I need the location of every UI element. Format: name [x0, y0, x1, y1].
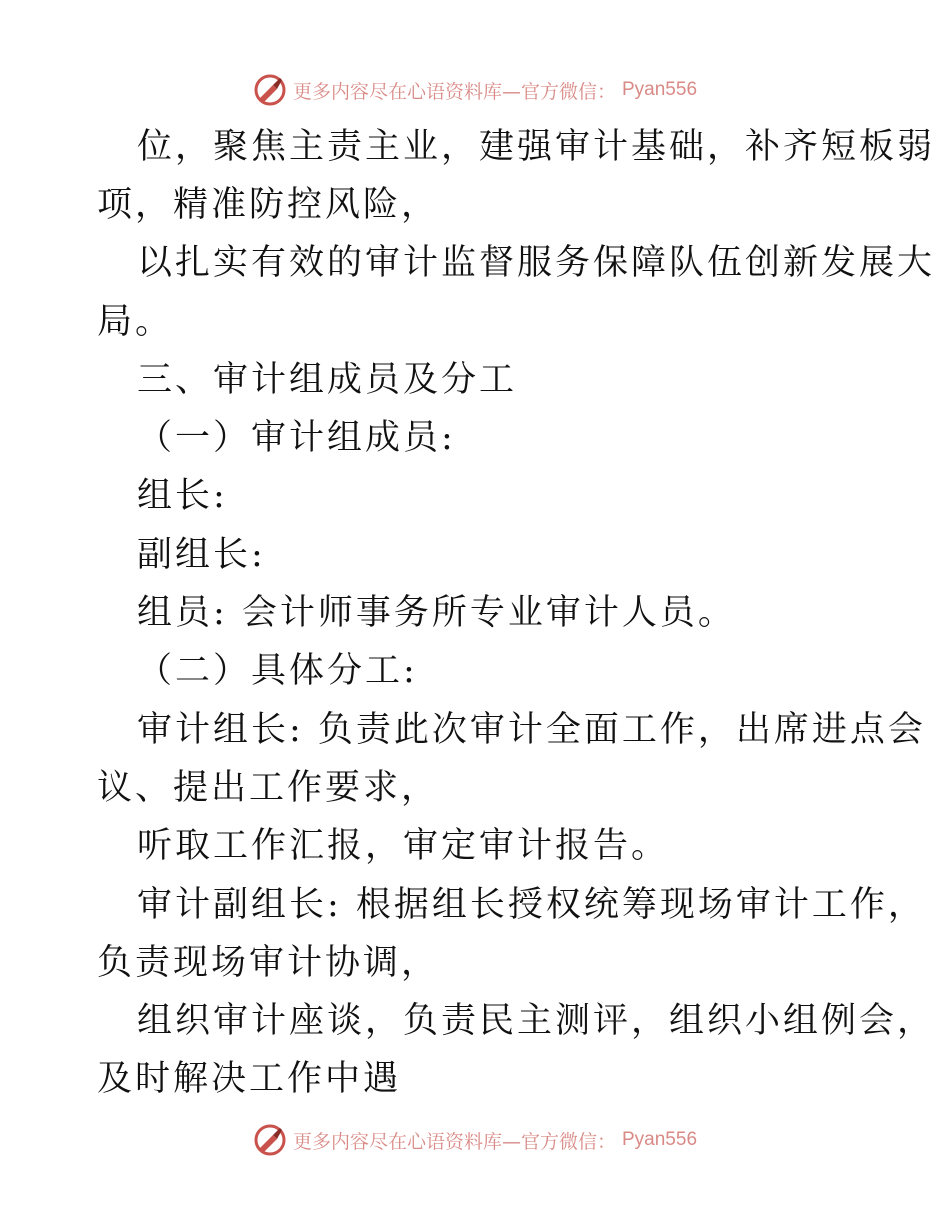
header-watermark — [0, 70, 950, 110]
body-line: 及时解决工作中遇 — [97, 1059, 402, 1099]
watermark-id: Pyan556 — [622, 79, 698, 100]
watermark-id: Pyan556 — [622, 1129, 698, 1150]
body-line: 议、提出工作要求， — [97, 768, 440, 808]
watermark-text: 更多内容尽在心语资料库—官方微信： — [292, 80, 616, 103]
subsection-heading: （二）具体分工: — [137, 651, 418, 691]
pen-nib-circle-icon — [253, 73, 287, 107]
body-line: 组员: 会计师事务所专业审计人员。 — [137, 593, 736, 633]
body-line: 位，聚焦主责主业，建强审计基础，补齐短板弱 — [137, 127, 936, 167]
body-line: 负责现场审计协调， — [97, 943, 440, 983]
footer-watermark — [0, 1120, 950, 1160]
pen-nib-circle-icon — [253, 1123, 287, 1157]
body-line: 以扎实有效的审计监督服务保障队伍创新发展大 — [137, 243, 936, 283]
body-line: 审计组长: 负责此次审计全面工作，出席进点会 — [137, 710, 926, 750]
watermark-text: 更多内容尽在心语资料库—官方微信： — [292, 1130, 616, 1153]
body-line: 局。 — [97, 302, 174, 342]
body-line: 审计副组长: 根据组长授权统筹现场审计工作， — [137, 885, 926, 925]
section-heading: 三、审计组成员及分工 — [137, 360, 518, 400]
body-line: 组织审计座谈，负责民主测评，组织小组例会， — [137, 1001, 936, 1041]
subsection-heading: （一）审计组成员: — [137, 418, 456, 458]
body-line: 项，精准防控风险， — [97, 185, 440, 225]
body-line: 听取工作汇报，审定审计报告。 — [137, 826, 670, 866]
body-line: 副组长: — [137, 535, 266, 575]
body-line: 组长: — [137, 476, 228, 516]
